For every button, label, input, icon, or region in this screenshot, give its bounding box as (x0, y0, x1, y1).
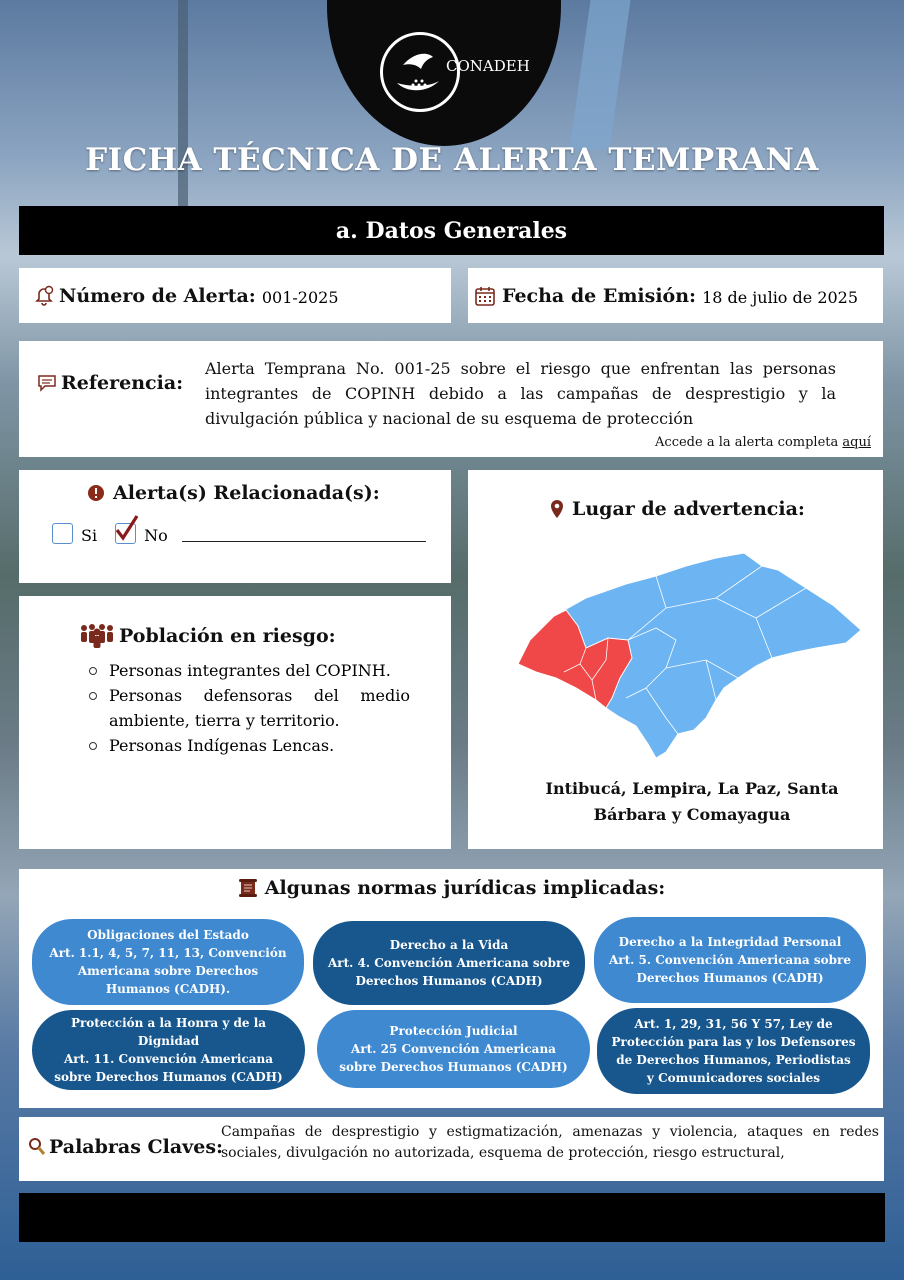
norm-body: Art. 1, 29, 31, 56 Y 57, Ley de Protección para las y los Defensores de Derechos Humanos, Periodistas y Comunicadores sociales (611, 1017, 856, 1085)
yes-checkbox[interactable] (52, 523, 73, 544)
list-item: Personas integrantes del COPINH. (99, 658, 410, 683)
alert-number-value: 001-2025 (261, 287, 339, 307)
search-icon (27, 1137, 47, 1157)
alert-number-label: Número de Alerta: (59, 284, 256, 307)
related-alert-blank-line (182, 541, 426, 542)
population-list (79, 658, 410, 758)
norm-title: Protección a la Honra y de la Dignidad (70, 1016, 267, 1048)
footer-bar (19, 1193, 885, 1242)
issue-date-box (468, 268, 883, 323)
list-item: Personas defensoras del medio ambiente, tierra y territorio. (99, 683, 410, 733)
norm-title: Derecho a la Vida (389, 938, 509, 952)
norm-body: Art. 4. Convención Americana sobre Derechos Humanos (CADH) (327, 956, 570, 988)
keywords-heading (27, 1136, 223, 1158)
full-alert-link[interactable]: aquí (842, 435, 871, 450)
norm-title: Derecho a la Integridad Personal (618, 935, 842, 949)
calendar-icon (474, 285, 496, 307)
full-alert-link-line (655, 435, 871, 450)
issue-date-value: 18 de julio de 2025 (702, 287, 859, 307)
norm-title: Protección Judicial (389, 1024, 518, 1038)
alarm-bell-icon (33, 285, 55, 307)
norm-pill-personal-integrity (594, 917, 866, 1003)
norm-pill-defenders-law (597, 1008, 870, 1094)
reference-text: Alerta Temprana No. 001-25 sobre el riesgo que enfrentan las personas integrantes de COPINH debido a las campañas de desprestigio y la divulgación pública y nacional de su esquema de protección (205, 359, 836, 428)
population-label: Población en riesgo: (119, 625, 336, 647)
alert-number-box (19, 268, 451, 323)
related-options (52, 522, 426, 545)
norms-heading (19, 877, 883, 899)
background-photo-flag (569, 0, 630, 150)
related-alerts-label: Alerta(s) Relacionada(s): (113, 482, 380, 504)
map-pin-icon (550, 499, 564, 519)
honduras-map (516, 548, 866, 763)
section-header (19, 206, 884, 255)
reference-box (19, 341, 883, 457)
logo-text: CONADEH (446, 57, 530, 75)
norm-body: Art. 5. Convención Americana sobre Derechos Humanos (CADH) (608, 953, 851, 985)
no-checkbox[interactable] (115, 523, 136, 544)
exclamation-icon (87, 484, 105, 502)
norm-pill-judicial-protection (317, 1010, 590, 1088)
background-photo-pole (178, 0, 188, 220)
norm-body: Art. 25 Convención Americana sobre Derechos Humanos (CADH) (339, 1042, 568, 1074)
location-heading (550, 498, 805, 520)
norm-pill-state-obligations (32, 919, 304, 1005)
norm-body: Art. 1.1, 4, 5, 7, 11, 13, Convención Americana sobre Derechos Humanos (CADH). (49, 946, 287, 996)
full-alert-link-prefix: Accede a la alerta completa (655, 435, 843, 450)
section-title: a. Datos Generales (335, 217, 568, 244)
reference-heading (37, 372, 183, 394)
page-title: FICHA TÉCNICA DE ALERTA TEMPRANA (85, 142, 819, 178)
reference-label: Referencia: (61, 372, 184, 394)
people-group-icon (79, 622, 115, 650)
keywords-box (19, 1117, 884, 1181)
yes-label: Si (81, 526, 98, 545)
related-alerts-heading (87, 482, 380, 504)
norm-title: Obligaciones del Estado (87, 928, 249, 942)
location-label: Lugar de advertencia: (572, 498, 805, 520)
population-box (19, 596, 451, 849)
scroll-icon (237, 877, 259, 899)
location-box (468, 470, 883, 849)
keywords-text: Campañas de desprestigio y estigmatización, amenazas y violencia, ataques en redes sociales, divulgación no autorizada, esquema de protección, riesgo estructural, (221, 1124, 879, 1161)
norm-pill-right-to-life (313, 921, 585, 1005)
population-heading (79, 622, 336, 650)
list-item: Personas Indígenas Lencas. (99, 733, 410, 758)
related-alerts-box (19, 470, 451, 583)
norm-body: Art. 11. Convención Americana sobre Derechos Humanos (CADH) (54, 1052, 283, 1084)
comment-icon (37, 374, 57, 392)
norms-label: Algunas normas jurídicas implicadas: (264, 877, 666, 899)
no-label: No (144, 526, 168, 545)
issue-date-label: Fecha de Emisión: (502, 284, 697, 307)
location-places: Intibucá, Lempira, La Paz, Santa Bárbara y Comayagua (545, 779, 839, 824)
keywords-label: Palabras Claves: (49, 1136, 224, 1158)
norm-pill-honor-dignity (32, 1010, 305, 1090)
checkmark-icon (114, 514, 140, 542)
